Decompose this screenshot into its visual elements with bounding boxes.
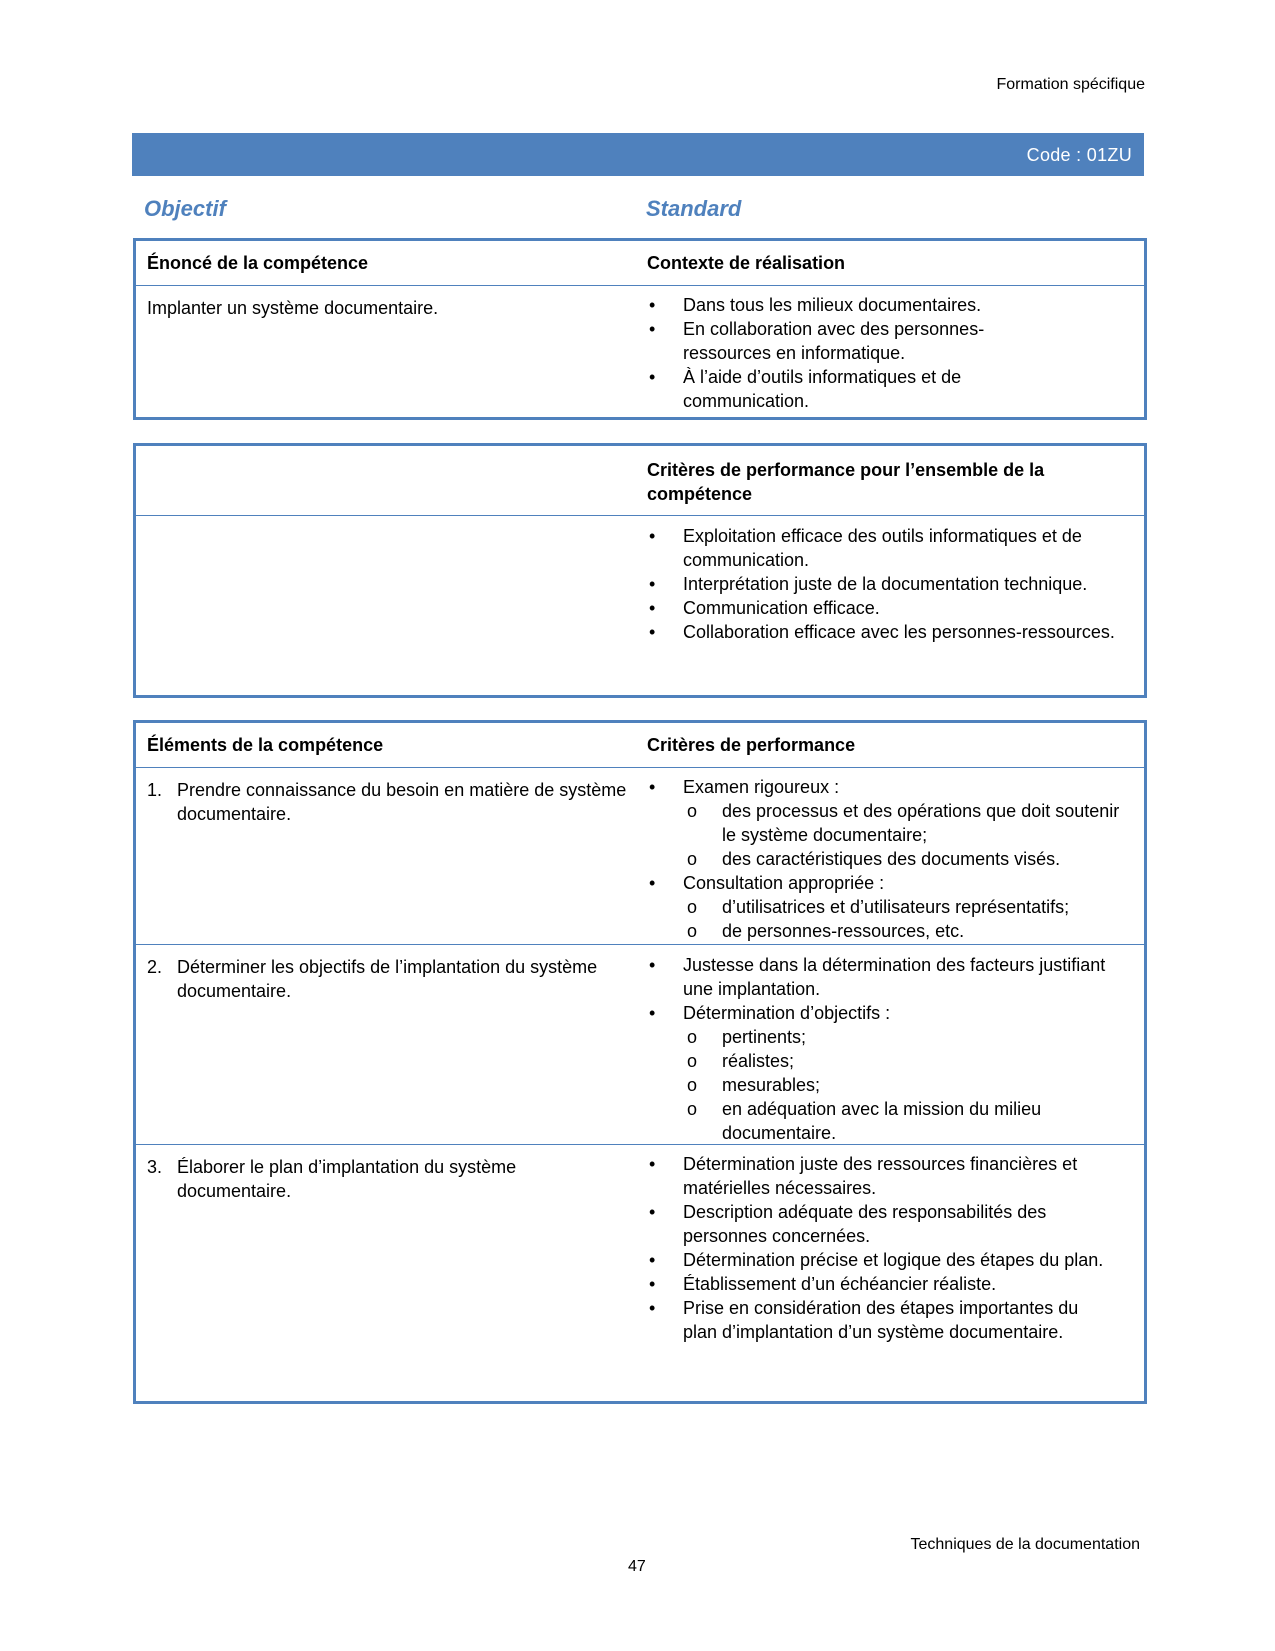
global-criterion-text: Interprétation juste de la documentation technique. bbox=[683, 574, 1088, 594]
context-heading: Contexte de réalisation bbox=[647, 253, 846, 273]
row-separator-2 bbox=[136, 1144, 1144, 1145]
sub-criterion-text: des processus et des opérations que doit soutenir le système documentaire; bbox=[722, 801, 1120, 845]
bullet-icon: • bbox=[649, 777, 656, 797]
context-list bbox=[647, 293, 1027, 413]
criterion-item bbox=[647, 775, 1127, 871]
criterion-text: Détermination précise et logique des étapes du plan. bbox=[683, 1250, 1104, 1270]
global-criteria-heading: Critères de performance pour l’ensemble de la compétence bbox=[647, 460, 1045, 504]
criterion-text: Prise en considération des étapes importantes du plan d’implantation d’un système documentaire. bbox=[683, 1298, 1079, 1342]
bullet-icon: • bbox=[649, 1202, 656, 1222]
element-3 bbox=[147, 1155, 627, 1203]
sub-criterion-text: en adéquation avec la mission du milieu documentaire. bbox=[722, 1099, 1042, 1143]
criterion-item bbox=[647, 871, 1127, 943]
sub-bullet-icon: o bbox=[687, 1099, 698, 1119]
code-band bbox=[132, 133, 1144, 176]
sub-bullet-icon: o bbox=[687, 1051, 698, 1071]
sub-criterion-item bbox=[683, 1049, 1117, 1073]
statement-heading: Énoncé de la compétence bbox=[147, 253, 369, 273]
global-criterion-item bbox=[647, 524, 1117, 572]
bullet-icon: • bbox=[649, 1154, 656, 1174]
box2-header bbox=[136, 446, 1144, 516]
element-3-criteria-wrap bbox=[647, 1152, 1117, 1344]
bullet-icon: • bbox=[649, 955, 656, 975]
context-text: En collaboration avec des personnes-ressources en informatique. bbox=[683, 319, 985, 363]
sub-criterion-item bbox=[683, 1097, 1117, 1145]
criterion-item bbox=[647, 1200, 1117, 1248]
bullet-icon: • bbox=[649, 1274, 656, 1294]
context-list-wrap bbox=[647, 293, 1027, 413]
element-2 bbox=[147, 955, 637, 1003]
element-1 bbox=[147, 778, 637, 826]
element-2-criteria-wrap bbox=[647, 953, 1117, 1145]
criterion-item bbox=[647, 953, 1117, 1001]
bullet-icon: • bbox=[649, 873, 656, 893]
global-criterion-item bbox=[647, 572, 1117, 596]
sub-criteria-list bbox=[683, 799, 1127, 871]
sub-criterion-text: mesurables; bbox=[722, 1075, 821, 1095]
context-item bbox=[647, 317, 1027, 365]
element-1-criteria bbox=[647, 775, 1127, 943]
bullet-icon: • bbox=[649, 295, 656, 315]
box1-header bbox=[136, 241, 1144, 286]
performance-heading: Critères de performance bbox=[647, 735, 856, 755]
element-1-criteria-wrap bbox=[647, 775, 1127, 943]
criterion-text: Établissement d’un échéancier réaliste. bbox=[683, 1274, 997, 1294]
criterion-item bbox=[647, 1272, 1117, 1296]
sub-criterion-item bbox=[683, 1025, 1117, 1049]
sub-criterion-item bbox=[683, 895, 1127, 919]
sub-bullet-icon: o bbox=[687, 1075, 698, 1095]
context-text: Dans tous les milieux documentaires. bbox=[683, 295, 982, 315]
standard-title: Standard bbox=[646, 196, 742, 221]
competency-statement: Implanter un système documentaire. bbox=[147, 298, 439, 318]
global-criteria-wrap bbox=[647, 524, 1117, 644]
bullet-icon: • bbox=[649, 622, 656, 642]
context-text: À l’aide d’outils informatiques et de communication. bbox=[683, 367, 962, 411]
sub-criterion-text: des caractéristiques des documents visés. bbox=[722, 849, 1061, 869]
bullet-icon: • bbox=[649, 1250, 656, 1270]
sub-bullet-icon: o bbox=[687, 897, 698, 917]
bullet-icon: • bbox=[649, 574, 656, 594]
header-program: Formation spécifique bbox=[996, 76, 1145, 93]
criterion-text: Description adéquate des responsabilités des personnes concernées. bbox=[683, 1202, 1047, 1246]
global-criteria-box bbox=[133, 443, 1147, 698]
context-item bbox=[647, 365, 1027, 413]
bullet-icon: • bbox=[649, 1298, 656, 1318]
elements-box bbox=[133, 720, 1147, 1404]
element-1-text: Prendre connaissance du besoin en matière de système documentaire. bbox=[177, 780, 627, 824]
page-number: 47 bbox=[628, 1558, 646, 1575]
global-criterion-item bbox=[647, 596, 1117, 620]
criterion-text: Détermination d’objectifs : bbox=[683, 1003, 891, 1023]
box3-header bbox=[136, 723, 1144, 768]
sub-criterion-text: réalistes; bbox=[722, 1051, 795, 1071]
bullet-icon: • bbox=[649, 526, 656, 546]
footer-program-name: Techniques de la documentation bbox=[910, 1536, 1140, 1553]
global-criterion-text: Collaboration efficace avec les personnes-ressources. bbox=[683, 622, 1115, 642]
objective-title: Objectif bbox=[144, 196, 226, 221]
global-criterion-item bbox=[647, 620, 1117, 644]
criterion-text: Détermination juste des ressources financières et matérielles nécessaires. bbox=[683, 1154, 1078, 1198]
competency-code: Code : 01ZU bbox=[1026, 145, 1132, 165]
criterion-text: Justesse dans la détermination des facteurs justifiant une implantation. bbox=[683, 955, 1106, 999]
competency-statement-box bbox=[133, 238, 1147, 420]
element-3-number: 3. bbox=[147, 1157, 163, 1177]
bullet-icon: • bbox=[649, 1003, 656, 1023]
sub-bullet-icon: o bbox=[687, 1027, 698, 1047]
sub-criterion-text: d’utilisatrices et d’utilisateurs représentatifs; bbox=[722, 897, 1070, 917]
bullet-icon: • bbox=[649, 319, 656, 339]
sub-criterion-item bbox=[683, 799, 1127, 847]
sub-criteria-list bbox=[683, 1025, 1117, 1145]
criterion-item bbox=[647, 1001, 1117, 1145]
criterion-text: Examen rigoureux : bbox=[683, 777, 840, 797]
row-separator-1 bbox=[136, 944, 1144, 945]
sub-criterion-text: pertinents; bbox=[722, 1027, 807, 1047]
sub-criterion-text: de personnes-ressources, etc. bbox=[722, 921, 965, 941]
context-item bbox=[647, 293, 1027, 317]
sub-bullet-icon: o bbox=[687, 849, 698, 869]
global-criteria-list bbox=[647, 524, 1117, 644]
criterion-text: Consultation appropriée : bbox=[683, 873, 885, 893]
global-criterion-text: Exploitation efficace des outils informatiques et de communication. bbox=[683, 526, 1082, 570]
criterion-item bbox=[647, 1248, 1117, 1272]
bullet-icon: • bbox=[649, 598, 656, 618]
element-3-criteria bbox=[647, 1152, 1117, 1344]
element-2-criteria bbox=[647, 953, 1117, 1145]
sub-criterion-item bbox=[683, 847, 1127, 871]
sub-criterion-item bbox=[683, 1073, 1117, 1097]
element-2-text: Déterminer les objectifs de l’implantation du système documentaire. bbox=[177, 957, 598, 1001]
sub-bullet-icon: o bbox=[687, 801, 698, 821]
elements-heading: Éléments de la compétence bbox=[147, 735, 384, 755]
global-criterion-text: Communication efficace. bbox=[683, 598, 880, 618]
element-2-number: 2. bbox=[147, 957, 163, 977]
sub-criteria-list bbox=[683, 895, 1127, 943]
criterion-item bbox=[647, 1152, 1117, 1200]
sub-criterion-item bbox=[683, 919, 1127, 943]
element-1-number: 1. bbox=[147, 780, 163, 800]
sub-bullet-icon: o bbox=[687, 921, 698, 941]
criterion-item bbox=[647, 1296, 1117, 1344]
element-3-text: Élaborer le plan d’implantation du système documentaire. bbox=[177, 1157, 517, 1201]
bullet-icon: • bbox=[649, 367, 656, 387]
